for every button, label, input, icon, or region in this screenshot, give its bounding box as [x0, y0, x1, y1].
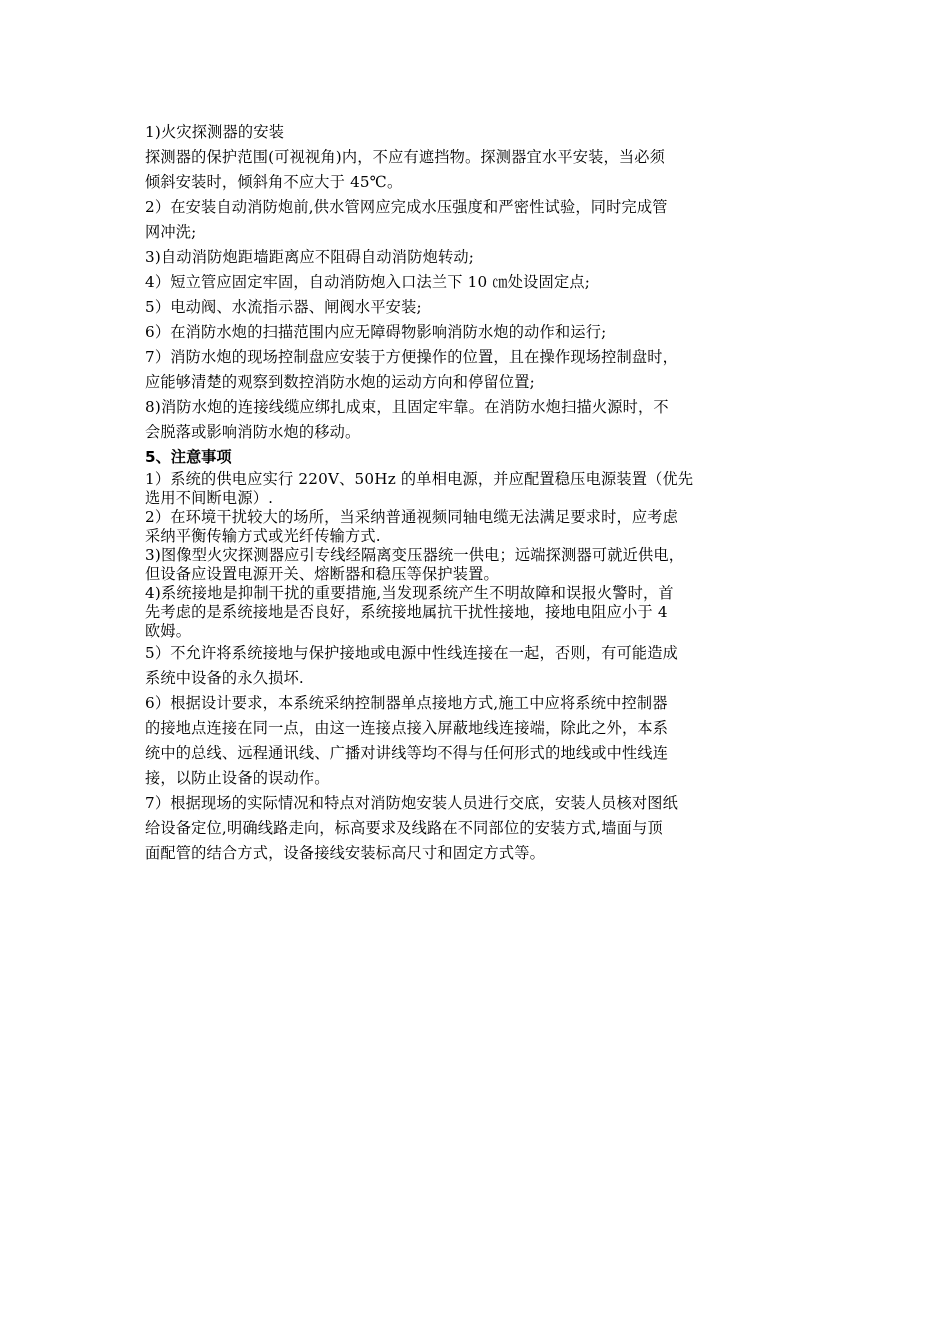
paragraph-line: 系统中设备的永久损坏. — [145, 669, 304, 687]
paragraph-line: 探测器的保护范围(可视视角)内，不应有遮挡物。探测器宜水平安装，当必须 — [145, 148, 666, 166]
paragraph-line: 先考虑的是系统接地是否良好，系统接地属抗干扰性接地，接地电阻应小于 4 — [145, 603, 668, 621]
paragraph-line: 面配管的结合方式，设备接线安装标高尺寸和固定方式等。 — [145, 844, 546, 862]
paragraph-line: 7）消防水炮的现场控制盘应安装于方便操作的位置，且在操作现场控制盘时， — [145, 348, 679, 366]
paragraph-line: 接，以防止设备的误动作。 — [145, 769, 330, 787]
paragraph-line: 选用不间断电源）. — [145, 489, 274, 507]
paragraph-line: 6）在消防水炮的扫描范围内应无障碍物影响消防水炮的动作和运行; — [145, 323, 607, 341]
paragraph-line: 2）在环境干扰较大的场所，当采纳普通视频同轴电缆无法满足要求时，应考虑 — [145, 508, 679, 526]
paragraph-line: 统中的总线、远程通讯线、广播对讲线等均不得与任何形式的地线或中性线连 — [145, 744, 669, 762]
paragraph-line: 1)火灾探测器的安装 — [145, 123, 285, 141]
paragraph-line: 给设备定位,明确线路走向，标高要求及线路在不同部位的安装方式,墙面与顶 — [145, 819, 663, 837]
section-heading: 5、注意事项 — [145, 448, 232, 466]
paragraph-line: 应能够清楚的观察到数控消防水炮的运动方向和停留位置; — [145, 373, 536, 391]
paragraph-line: 采纳平衡传输方式或光纤传输方式. — [145, 527, 381, 545]
paragraph-line: 7）根据现场的实际情况和特点对消防炮安装人员进行交底，安装人员核对图纸 — [145, 794, 679, 812]
installation-section — [145, 120, 810, 445]
paragraph-line: 6）根据设计要求，本系统采纳控制器单点接地方式,施工中应将系统中控制器 — [145, 694, 668, 712]
paragraph-line: 4)系统接地是抑制干扰的重要措施,当发现系统产生不明故障和误报火警时，首 — [145, 584, 674, 602]
paragraph-line: 欧姆。 — [145, 622, 192, 640]
paragraph-line: 网冲洗; — [145, 223, 197, 241]
paragraph-line: 倾斜安装时，倾斜角不应大于 45℃。 — [145, 173, 403, 191]
document-page — [145, 120, 810, 866]
paragraph-line: 8)消防水炮的连接线缆应绑扎成束，且固定牢靠。在消防水炮扫描火源时，不 — [145, 398, 669, 416]
paragraph-line: 5）电动阀、水流指示器、闸阀水平安装; — [145, 298, 422, 316]
paragraph-line: 3)自动消防炮距墙距离应不阻碍自动消防炮转动; — [145, 248, 475, 266]
paragraph-line: 5）不允许将系统接地与保护接地或电源中性线连接在一起，否则，有可能造成 — [145, 644, 679, 662]
paragraph-line: 2）在安装自动消防炮前,供水管网应完成水压强度和严密性试验，同时完成管 — [145, 198, 668, 216]
paragraph-line: 1）系统的供电应实行 220V、50Hz 的单相电源，并应配置稳压电源装置（优先 — [145, 470, 694, 488]
paragraph-line: 但设备应设置电源开关、熔断器和稳压等保护装置。 — [145, 565, 499, 583]
paragraph-line: 3)图像型火灾探测器应引专线经隔离变压器统一供电；远端探测器可就近供电， — [145, 546, 685, 564]
notes-section — [145, 470, 810, 866]
paragraph-line: 会脱落或影响消防水炮的移动。 — [145, 423, 361, 441]
paragraph-line: 的接地点连接在同一点，由这一连接点接入屏蔽地线连接端，除此之外，本系 — [145, 719, 669, 737]
paragraph-line: 4）短立管应固定牢固，自动消防炮入口法兰下 10 ㎝处设固定点; — [145, 273, 591, 291]
